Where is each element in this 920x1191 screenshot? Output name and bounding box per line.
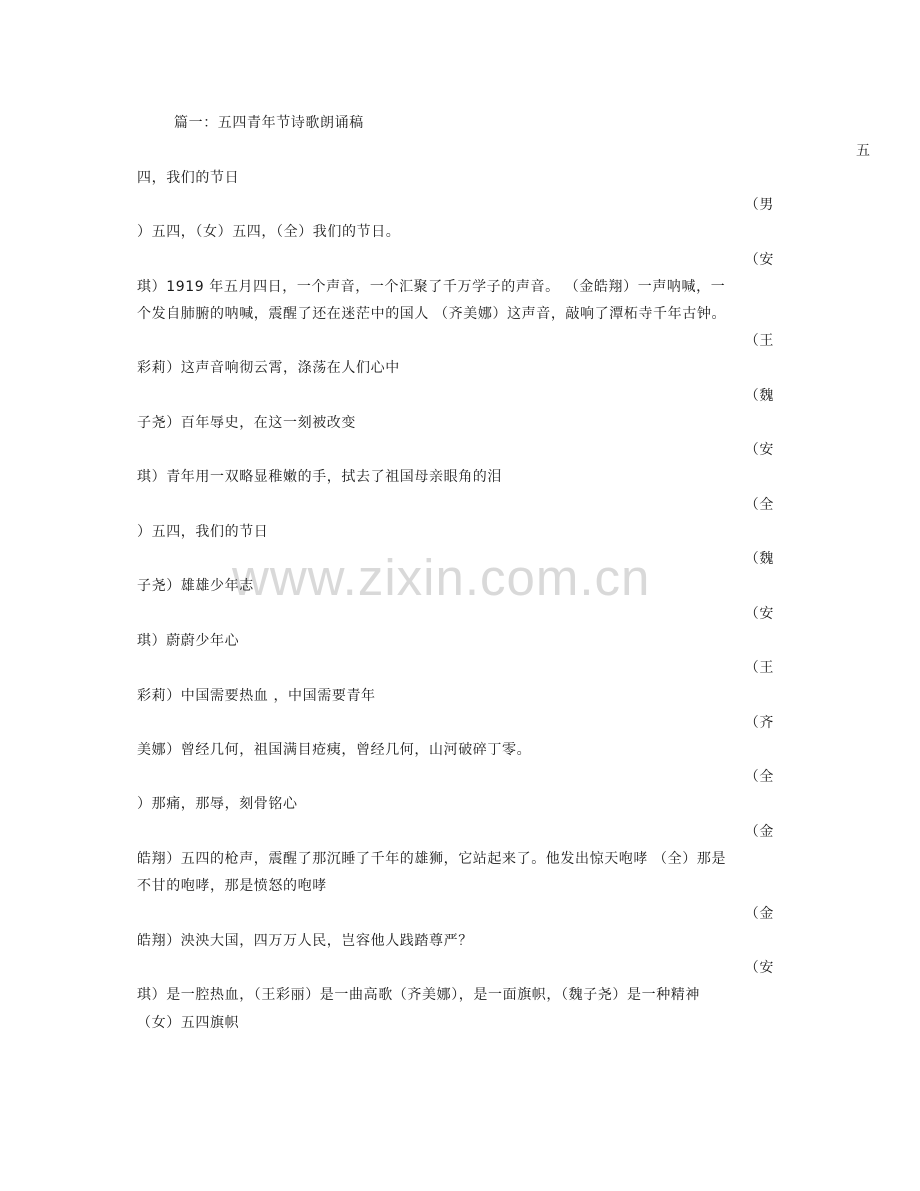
speaker-marker: （男	[744, 197, 774, 213]
speaker-marker: （全	[744, 769, 774, 785]
text-line: 皓翔）泱泱大国，四万万人民，岂容他人践踏尊严？	[137, 933, 473, 949]
speaker-marker: （金	[744, 906, 774, 922]
speaker-marker: （安	[744, 606, 774, 622]
speaker-marker: （齐	[744, 715, 774, 731]
text-line: 彩莉）这声音响彻云霄，涤荡在人们心中	[137, 360, 400, 376]
text-line: 子尧）雄雄少年志	[137, 578, 254, 594]
text-line: ）那痛，那辱，刻骨铭心	[137, 796, 298, 812]
speaker-marker: （王	[744, 660, 774, 676]
text-line: 琪）青年用一双略显稚嫩的手，拭去了祖国母亲眼角的泪	[137, 469, 502, 485]
speaker-marker: （王	[744, 333, 774, 349]
watermark: www.zixin.com.cn	[232, 549, 651, 606]
text-line: 五	[856, 143, 871, 159]
text-line: 琪）是一腔热血，（王彩丽）是一曲高歌（齐美娜），是一面旗帜，（魏子尧）是一种精神	[137, 987, 700, 1003]
text-line: ）五四，（女）五四，（全）我们的节日。	[137, 224, 401, 240]
speaker-marker: （魏	[744, 551, 774, 567]
speaker-marker: （安	[744, 442, 774, 458]
text-line: 美娜）曾经几何，祖国满目疮痍，曾经几何，山河破碎丁零。	[137, 742, 532, 758]
text-line: 子尧）百年辱史，在这一刻被改变	[137, 415, 356, 431]
speaker-marker: （全	[744, 497, 774, 513]
text-line: 个发自肺腑的呐喊，震醒了还在迷茫中的国人 （齐美娜）这声音，敲响了潭柘寺千年古钟。	[137, 306, 727, 322]
text-line: （女）五四旗帜	[137, 1015, 240, 1031]
speaker-marker: （魏	[744, 388, 774, 404]
text-line: 琪）1919 年五月四日，一个声音，一个汇聚了千万学子的声音。 （金皓翔）一声呐喊，一	[137, 279, 726, 295]
text-line: ）五四，我们的节日	[137, 524, 269, 540]
text-line: 皓翔）五四的枪声，震醒了那沉睡了千年的雄狮，它站起来了。他发出惊天咆哮 （全）那是	[137, 851, 727, 867]
text-line: 琪）蔚蔚少年心	[137, 633, 240, 649]
speaker-marker: （安	[744, 960, 774, 976]
text-line: 不甘的咆哮，那是愤怒的咆哮	[137, 878, 327, 894]
speaker-marker: （金	[744, 824, 774, 840]
document-heading: 篇一：五四青年节诗歌朗诵稿	[174, 115, 364, 131]
text-line: 彩莉）中国需要热血 ，中国需要青年	[137, 688, 376, 704]
text-line: 四，我们的节日	[137, 170, 240, 186]
speaker-marker: （安	[744, 252, 774, 268]
